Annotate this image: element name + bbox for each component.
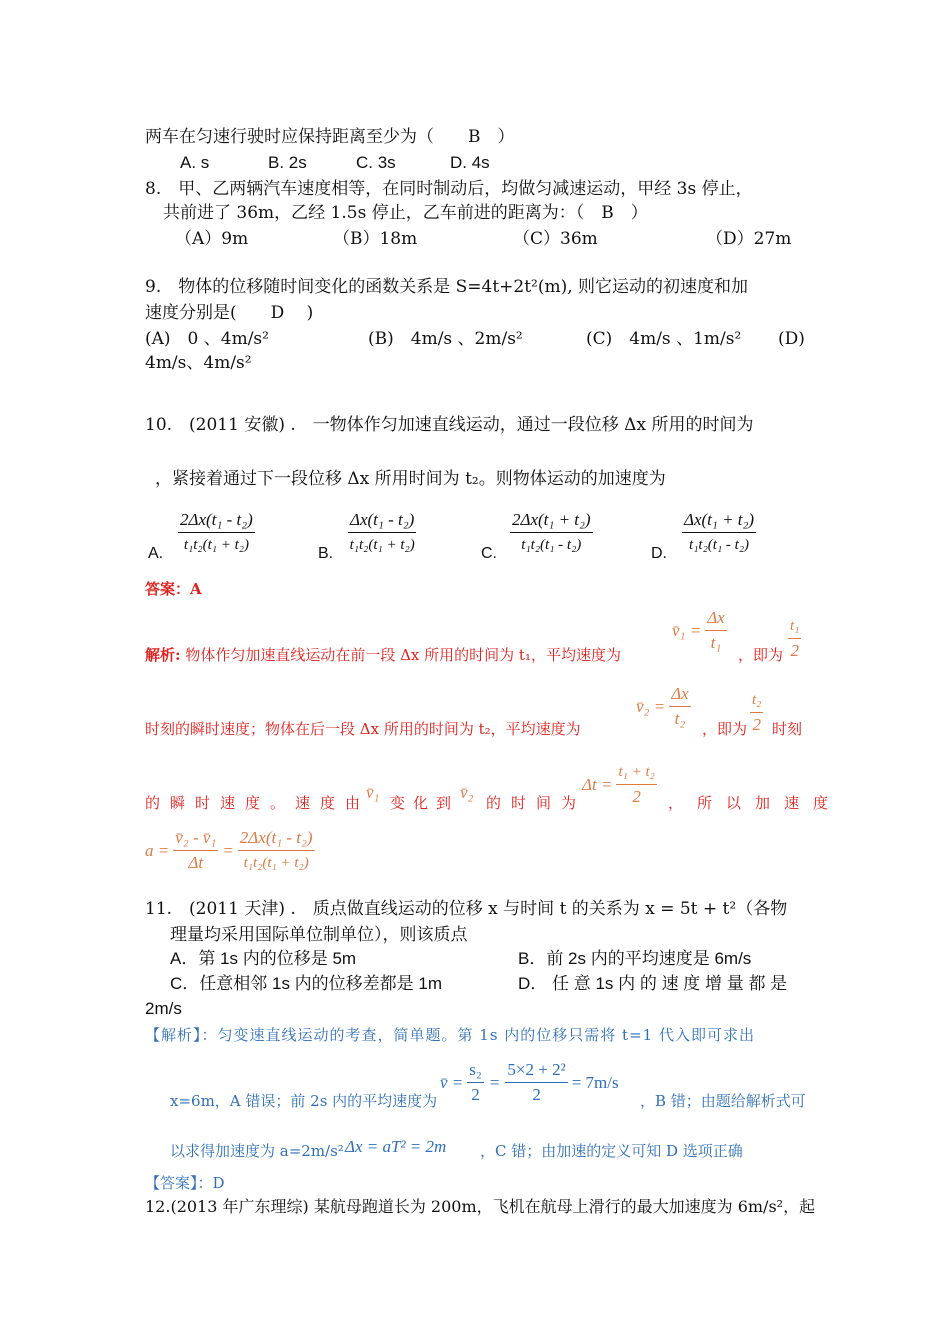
q11-option-d: D． 任 意 1s 内 的 速 度 增 量 都 是 [518, 974, 788, 993]
q10-analysis-text3b: 变化到 [390, 794, 460, 812]
q7-option-c: C. 3s [356, 153, 396, 172]
q10-formula-t2half-den: 2 [752, 715, 761, 734]
q10-analysis-text1b: ，即为 [738, 646, 784, 664]
q11-formula-vavg-lhs: v̄ = [440, 1072, 464, 1092]
q10-formula-v1-lhs: v̄₁ = [672, 620, 702, 640]
q11-option-a: A．第 1s 内的位移是 5m [170, 949, 357, 968]
q11-formula-dx: Δx = aT² = 2m [345, 1137, 447, 1156]
q10-analysis-label: 解析: [145, 646, 181, 664]
q10-formula-accel-num1: v̄₂ - v̄₁ [173, 826, 218, 851]
q10-formula-accel-lhs: a = [145, 840, 170, 860]
q10-formula-dt [582, 760, 657, 809]
q10-option-b-fraction [348, 508, 416, 557]
q11-analysis-line1: 【解析】：匀变速直线运动的考查，简单题。第 1s 内的位移只需将 t=1 代入即可求出 [145, 1026, 755, 1044]
q10-line2: ，紧接着通过下一段位移 Δx 所用时间为 t₂。则物体运动的加速度为 [155, 469, 666, 489]
q8-option-a: （A）9m [175, 229, 249, 249]
q11-formula-vavg-den1: 2 [471, 1085, 480, 1104]
q10-option-a-den: t₁t₂(t₁ + t₂) [183, 537, 249, 553]
q11-line2: 理量均采用国际单位制单位），则该质点 [170, 925, 468, 945]
q10-formula-dt-num: t₁ + t₂ [616, 760, 656, 785]
q11-line1: 11. (2011 天津) . 质点做直线运动的位移 x 与时间 t 的关系为 x = 5t + t²（各物 [145, 899, 788, 919]
q10-formula-t1half [788, 614, 801, 663]
q10-option-a-num: 2Δx(t₁ - t₂) [178, 508, 255, 533]
q10-option-d-den: t₁t₂(t₁ - t₂) [689, 537, 750, 553]
q9-option-a: (A) 0 、4m/s² [145, 329, 269, 349]
q7-option-d: D. 4s [450, 153, 490, 172]
q10-option-d-label: D. [651, 545, 667, 562]
q10-analysis-line2: 时刻的瞬时速度；物体在后一段 Δx 所用的时间为 t₂，平均速度为 [145, 720, 581, 738]
q10-option-d-num: Δx(t₁ + t₂) [682, 508, 756, 533]
q10-analysis-text2b: ，即为 [702, 720, 748, 738]
q10-formula-dt-lhs: Δt = [582, 774, 613, 794]
q11-formula-vavg-den2: 2 [532, 1085, 541, 1104]
q10-option-b-label: B. [318, 545, 334, 562]
q10-formula-accel [145, 826, 315, 875]
q7-stem-tail: 两车在匀速行驶时应保持距离至少为（ B ） [145, 127, 515, 147]
q8-option-c: （C）36m [513, 229, 598, 249]
q10-formula-v2bar: v̄₂ [460, 783, 474, 802]
q11-analysis-text2a: x=6m，A 错误；前 2s 内的平均速度为 [170, 1092, 438, 1110]
q7-option-b: B. 2s [268, 153, 307, 172]
q10-formula-t1half-den: 2 [790, 641, 799, 660]
q9-option-b: (B) 4m/s 、2m/s² [368, 329, 523, 349]
q10-analysis-text3c: 的时间为 [486, 794, 587, 812]
q10-option-a-label: A. [148, 545, 164, 562]
q11-option-c: C．任意相邻 1s 内的位移差都是 1m [170, 974, 443, 993]
q11-formula-vavg-num2: 5×2 + 2² [505, 1058, 567, 1083]
q10-option-c-label: C. [481, 545, 497, 562]
q10-line1: 10. (2011 安徽) . 一物体作匀加速直线运动，通过一段位移 Δx 所用的时间为 [145, 415, 754, 435]
q10-formula-t2half [750, 688, 763, 737]
q10-option-c-den: t₁t₂(t₁ - t₂) [521, 537, 582, 553]
q9-option-d-cont: 4m/s、4m/s² [145, 353, 252, 373]
q11-formula-vavg-num1: s₂ [467, 1058, 484, 1083]
q7-option-a: A. s [180, 153, 210, 172]
q10-analysis-line1 [145, 644, 621, 666]
q10-option-b-den: t₁t₂(t₁ + t₂) [349, 537, 415, 553]
q10-option-c-fraction [510, 508, 593, 557]
q12-line1: 12.(2013 年广东理综) 某航母跑道长为 200m，飞机在航母上滑行的最大加速度为 6m/s²，起 [145, 1197, 816, 1216]
q10-formula-dt-den: 2 [632, 787, 641, 806]
q10-option-c-num: 2Δx(t₁ + t₂) [510, 508, 593, 533]
q10-formula-v1-den: t₁ [710, 633, 722, 652]
q10-option-b-num: Δx(t₁ - t₂) [348, 508, 416, 533]
q10-formula-accel-eq: = [222, 840, 234, 860]
q10-analysis-text2c: 时刻 [772, 720, 803, 738]
q8-line1: 8. 甲、乙两辆汽车速度相等，在同时制动后，均做匀减速运动，甲经 3s 停止， [145, 179, 753, 199]
q11-formula-vavg-eq: = [489, 1072, 500, 1092]
q10-analysis-text1: 物体作匀加速直线运动在前一段 Δx 所用的时间为 t₁，平均速度为 [185, 646, 621, 664]
q8-line2: 共前进了 36m，乙经 1.5s 停止，乙车前进的距离为：（ B ） [163, 203, 648, 223]
q10-formula-accel-den2: t₁t₂(t₁ + t₂) [243, 855, 309, 871]
q10-answer: 答案：A [145, 580, 202, 598]
q10-formula-v1bar: v̄₁ [366, 783, 380, 802]
q9-option-c: (C) 4m/s 、1m/s² [586, 329, 742, 349]
q8-option-b: （B）18m [333, 229, 418, 249]
q10-formula-v2-num: Δx [669, 682, 691, 707]
q9-line1: 9. 物体的位移随时间变化的函数关系是 S=4t+2t²(m), 则它运动的初速度和加 [145, 277, 749, 297]
q10-formula-v1-num: Δx [705, 606, 727, 631]
q11-option-b: B．前 2s 内的平均速度是 6m/s [518, 949, 752, 968]
q11-formula-vavg [440, 1058, 619, 1107]
q11-option-d-cont: 2m/s [145, 999, 182, 1018]
q8-option-d: （D）27m [706, 229, 792, 249]
q10-analysis-text3a: 的瞬时速度。速度由 [145, 794, 371, 812]
q11-analysis-text3c: ，C 错；由加速的定义可知 D 选项正确 [480, 1142, 743, 1160]
q10-analysis-text3d: ，所以加速度 [668, 794, 843, 812]
q11-answer: 【答案】：D [145, 1174, 225, 1192]
q11-analysis-text3a: 以求得加速度为 a=2m/s² [170, 1142, 344, 1160]
q9-line2: 速度分别是( D ) [145, 303, 314, 323]
q10-formula-accel-num2: 2Δx(t₁ - t₂) [238, 826, 315, 851]
q10-formula-v2-den: t₂ [674, 709, 686, 728]
q9-option-d: (D) [778, 329, 805, 349]
q10-formula-t1half-num: t₁ [788, 614, 801, 639]
q10-formula-v1 [672, 606, 727, 655]
q10-option-d-fraction [682, 508, 756, 557]
q11-analysis-text2b: ，B 错；由题给解析式可 [640, 1092, 806, 1110]
q11-formula-vavg-result: = 7m/s [571, 1072, 619, 1092]
q10-formula-v2 [636, 682, 691, 731]
q10-formula-v2-lhs: v̄₂ = [636, 696, 666, 716]
q10-formula-accel-den1: Δt [188, 853, 204, 872]
q10-option-a-fraction [178, 508, 255, 557]
q10-formula-t2half-num: t₂ [750, 688, 763, 713]
